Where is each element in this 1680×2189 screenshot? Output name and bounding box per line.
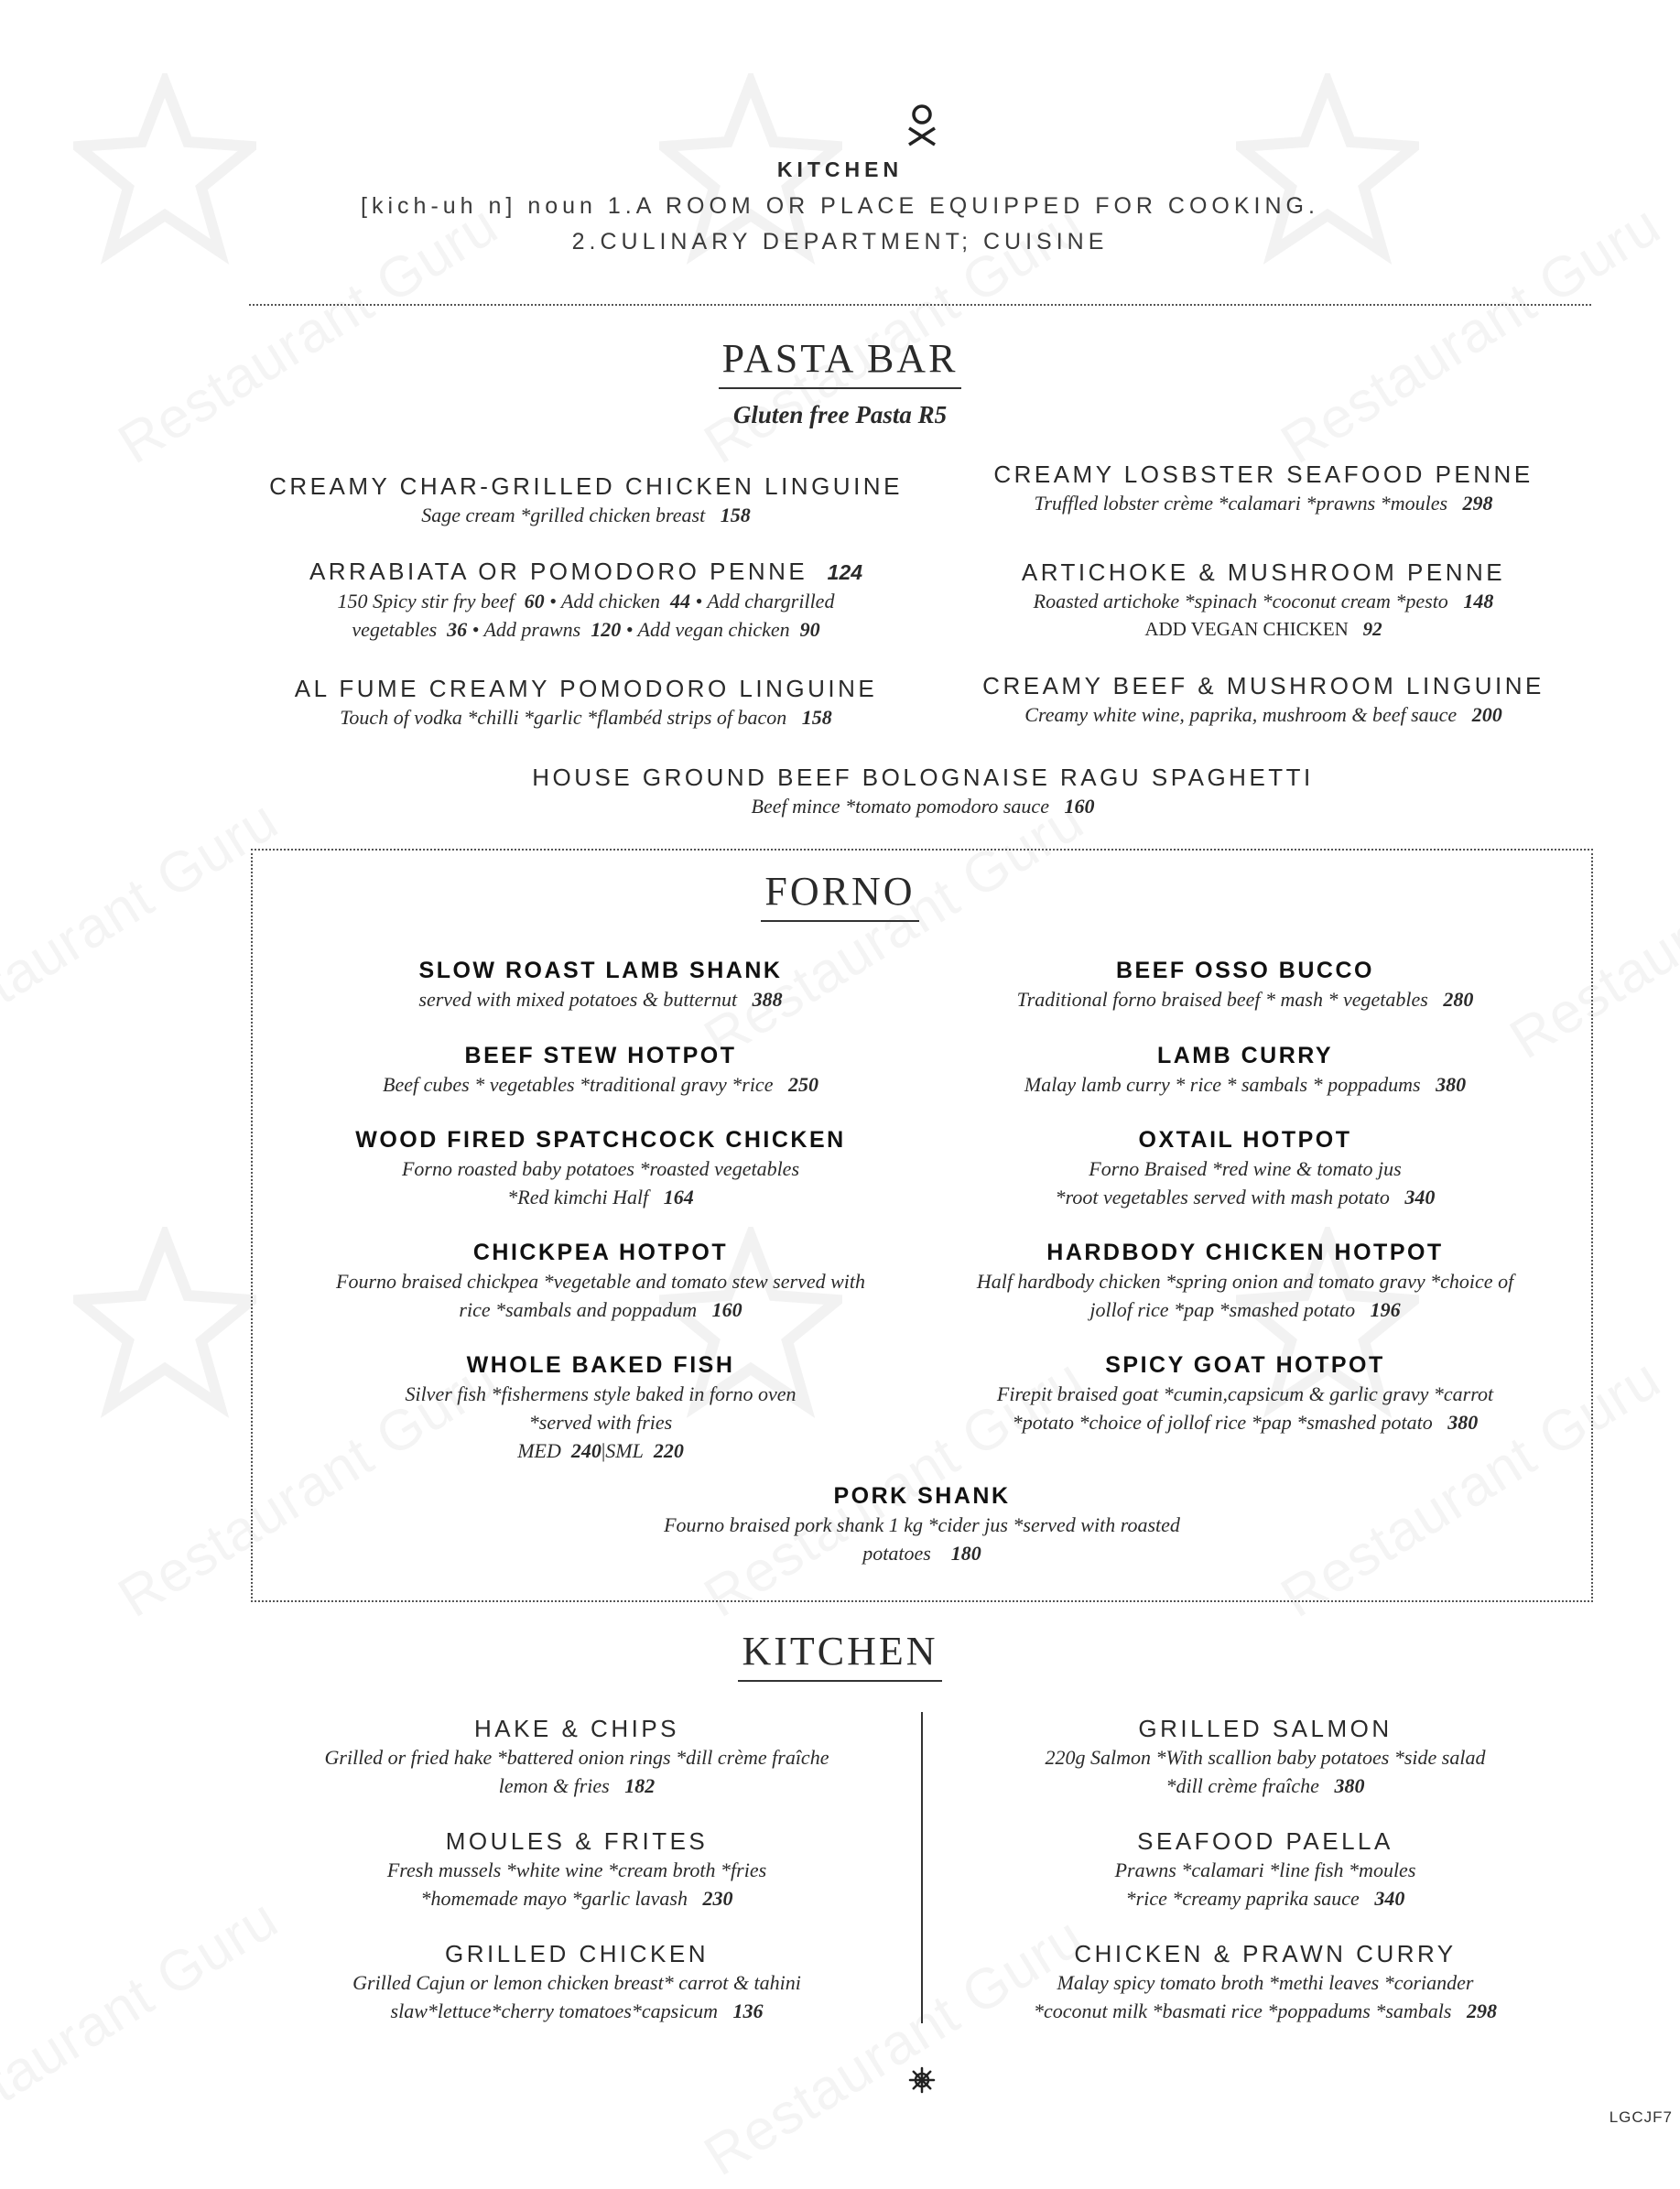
item-name: OXTAIL HOTPOT [1138, 1127, 1352, 1153]
item-price: 180 [950, 1542, 981, 1565]
item-price: 136 [732, 1999, 764, 2022]
item-description: Silver fish *fishermens style baked in forno oven [405, 1382, 797, 1405]
menu-item [917, 1350, 1573, 1436]
item-name: ARTICHOKE & MUSHROOM PENNE [1021, 558, 1506, 586]
ship-wheel-icon [908, 2066, 936, 2094]
item-description: Beef cubes * vegetables *traditional gravy *rice 250 [383, 1073, 818, 1096]
item-description: Half hardbody chicken *spring onion and tomato gravy *choice of [976, 1270, 1514, 1293]
item-price: 388 [752, 988, 783, 1011]
section-title-pasta-bar: PASTA BAR [0, 335, 1680, 389]
kitchen-logo-icon [904, 103, 940, 147]
menu-item [916, 671, 1611, 729]
item-description: vegetables 36 • Add prawns 120 • Add vegan chicken 90 [352, 618, 820, 641]
menu-item [275, 1125, 927, 1211]
item-price: 280 [1443, 988, 1474, 1011]
item-description: *homemade mayo *garlic lavash 230 [420, 1887, 733, 1910]
section-title-kitchen: KITCHEN [0, 1628, 1680, 1682]
watermark-star-icon [73, 1227, 256, 1419]
item-description: Creamy white wine, paprika, mushroom & beef sauce 200 [1024, 703, 1502, 726]
menu-item [247, 471, 925, 529]
item-description: Fresh mussels *white wine *cream broth *fries [386, 1858, 767, 1881]
item-description: Forno roasted baby potatoes *roasted vegetables [401, 1157, 800, 1180]
item-description: *coconut milk *basmati rice *poppadums *sambals 298 [1034, 1999, 1497, 2022]
item-description: Beef mince *tomato pomodoro sauce 160 [751, 795, 1095, 818]
menu-item [917, 1238, 1573, 1324]
item-description: *potato *choice of jollof rice *pap *smashed potato 380 [1012, 1411, 1479, 1434]
item-name: BEEF STEW HOTPOT [464, 1043, 737, 1068]
item-name: CREAMY CHAR-GRILLED CHICKEN LINGUINE [269, 472, 903, 500]
divider [249, 304, 1591, 306]
item-name: SPICY GOAT HOTPOT [1105, 1352, 1385, 1378]
item-name: SEAFOOD PAELLA [1137, 1827, 1393, 1855]
menu-item [247, 763, 1599, 820]
menu-item [954, 1939, 1577, 2025]
menu-item [275, 1826, 879, 1913]
menu-item [275, 1714, 879, 1800]
item-name: CHICKEN & PRAWN CURRY [1074, 1940, 1457, 1967]
item-name: PORK SHANK [833, 1483, 1011, 1509]
item-price: 298 [1466, 1999, 1497, 2022]
item-price: 250 [787, 1073, 818, 1096]
item-description: *served with fries [528, 1411, 673, 1434]
item-description: served with mixed potatoes & butternut 388 [418, 988, 783, 1011]
menu-item [954, 1826, 1577, 1913]
item-name: AL FUME CREAMY POMODORO LINGUINE [294, 675, 878, 702]
item-name: ARRABIATA OR POMODORO PENNE 124 [309, 558, 863, 585]
brand-word: KITCHEN [776, 157, 904, 181]
item-name: CREAMY BEEF & MUSHROOM LINGUINE [982, 672, 1545, 699]
item-name: GRILLED SALMON [1138, 1715, 1393, 1742]
menu-item [916, 558, 1611, 644]
item-description: Malay lamb curry * rice * sambals * poppadums 380 [1024, 1073, 1467, 1096]
item-name: SLOW ROAST LAMB SHANK [418, 958, 783, 983]
item-description: Touch of vodka *chilli *garlic *flambéd strips of bacon 158 [340, 706, 832, 729]
item-description: slaw*lettuce*cherry tomatoes*capsicum 136 [390, 1999, 764, 2022]
item-name: WHOLE BAKED FISH [466, 1352, 735, 1378]
item-description: Grilled or fried hake *battered onion rings *dill crème fraîche [324, 1746, 829, 1769]
menu-item [916, 460, 1611, 517]
item-price: 298 [1462, 492, 1493, 515]
menu-item [247, 674, 925, 731]
menu-item [275, 1041, 927, 1099]
item-description: jollof rice *pap *smashed potato 196 [1089, 1298, 1401, 1321]
item-description: Sage cream *grilled chicken breast 158 [421, 504, 751, 526]
column-divider [921, 1712, 923, 2023]
item-description: *Red kimchi Half 164 [507, 1186, 694, 1208]
item-price: 164 [663, 1186, 694, 1208]
item-description: Malay spicy tomato broth *methi leaves *coriander [1057, 1971, 1474, 1994]
item-description: 220g Salmon *With scallion baby potatoes *side salad [1045, 1746, 1486, 1769]
item-description: *root vegetables served with mash potato 340 [1055, 1186, 1436, 1208]
item-description: Firepit braised goat *cumin,capsicum & garlic gravy *carrot [996, 1382, 1494, 1405]
menu-item [954, 1714, 1577, 1800]
definition-line-1: [kich-uh n] noun 1.A ROOM OR PLACE EQUIPPED FOR COOKING. [361, 193, 1319, 219]
item-description: potatoes 180 [862, 1542, 981, 1565]
menu-item [275, 956, 927, 1013]
item-price: 380 [1334, 1774, 1365, 1797]
menu-item [275, 1939, 879, 2025]
item-name: HAKE & CHIPS [473, 1715, 680, 1742]
item-description: Forno Braised *red wine & tomato jus [1089, 1157, 1402, 1180]
menu-item [251, 1481, 1593, 1567]
item-price: 160 [711, 1298, 742, 1321]
item-description: *dill crème fraîche 380 [1165, 1774, 1365, 1797]
watermark-text [0, 787, 289, 1072]
menu-item [917, 956, 1573, 1013]
pasta-subtitle: Gluten free Pasta R5 [732, 401, 948, 428]
menu-item [247, 557, 925, 644]
item-description: Roasted artichoke *spinach *coconut cream *pesto 148 [1033, 590, 1494, 612]
item-name: CHICKPEA HOTPOT [472, 1240, 729, 1265]
item-description: Traditional forno braised beef * mash * vegetables 280 [1016, 988, 1474, 1011]
item-price: 182 [624, 1774, 656, 1797]
item-description: *rice *creamy paprika sauce 340 [1125, 1887, 1405, 1910]
item-description: MED 240|SML 220 [517, 1439, 684, 1462]
item-price: 340 [1404, 1186, 1436, 1208]
menu-item [917, 1125, 1573, 1211]
item-name: BEEF OSSO BUCCO [1116, 958, 1374, 983]
item-description: Prawns *calamari *line fish *moules [1114, 1858, 1416, 1881]
watermark-text [0, 1886, 289, 2171]
item-description: ADD VEGAN CHICKEN 92 [1144, 618, 1382, 640]
menu-item [275, 1350, 927, 1465]
item-name: CREAMY LOSBSTER SEAFOOD PENNE [993, 461, 1534, 488]
item-name: HOUSE GROUND BEEF BOLOGNAISE RAGU SPAGHETTI [532, 764, 1314, 791]
item-price: 158 [801, 706, 832, 729]
menu-item [275, 1238, 927, 1324]
item-description: 150 Spicy stir fry beef 60 • Add chicken 44 • Add chargrilled [337, 590, 835, 612]
item-name: MOULES & FRITES [445, 1827, 709, 1855]
item-price: 148 [1463, 590, 1494, 612]
item-price: 340 [1374, 1887, 1405, 1910]
item-price: 158 [720, 504, 751, 526]
item-name: WOOD FIRED SPATCHCOCK CHICKEN [355, 1127, 846, 1153]
item-description: Fourno braised pork shank 1 kg *cider jus *served with roasted [664, 1513, 1180, 1536]
image-code: LGCJF7 [1609, 2108, 1673, 2126]
section-title-forno: FORNO [0, 868, 1680, 922]
item-name: GRILLED CHICKEN [445, 1940, 709, 1967]
item-price: 230 [702, 1887, 733, 1910]
item-name: HARDBODY CHICKEN HOTPOT [1046, 1240, 1444, 1265]
item-description: Truffled lobster crème *calamari *prawns *moules 298 [1034, 492, 1493, 515]
item-description: Grilled Cajun or lemon chicken breast* carrot & tahini [352, 1971, 801, 1994]
item-description: Fourno braised chickpea *vegetable and tomato stew served with [336, 1270, 865, 1293]
definition-line-2: 2.CULINARY DEPARTMENT; CUISINE [571, 229, 1109, 255]
item-description: lemon & fries 182 [498, 1774, 656, 1797]
item-price: 380 [1436, 1073, 1467, 1096]
item-description: rice *sambals and poppadum 160 [459, 1298, 742, 1321]
item-name: LAMB CURRY [1156, 1043, 1334, 1068]
item-price: 200 [1471, 703, 1502, 726]
menu-item [917, 1041, 1573, 1099]
item-price: 380 [1447, 1411, 1479, 1434]
item-price: 196 [1370, 1298, 1401, 1321]
item-price: 160 [1064, 795, 1095, 818]
